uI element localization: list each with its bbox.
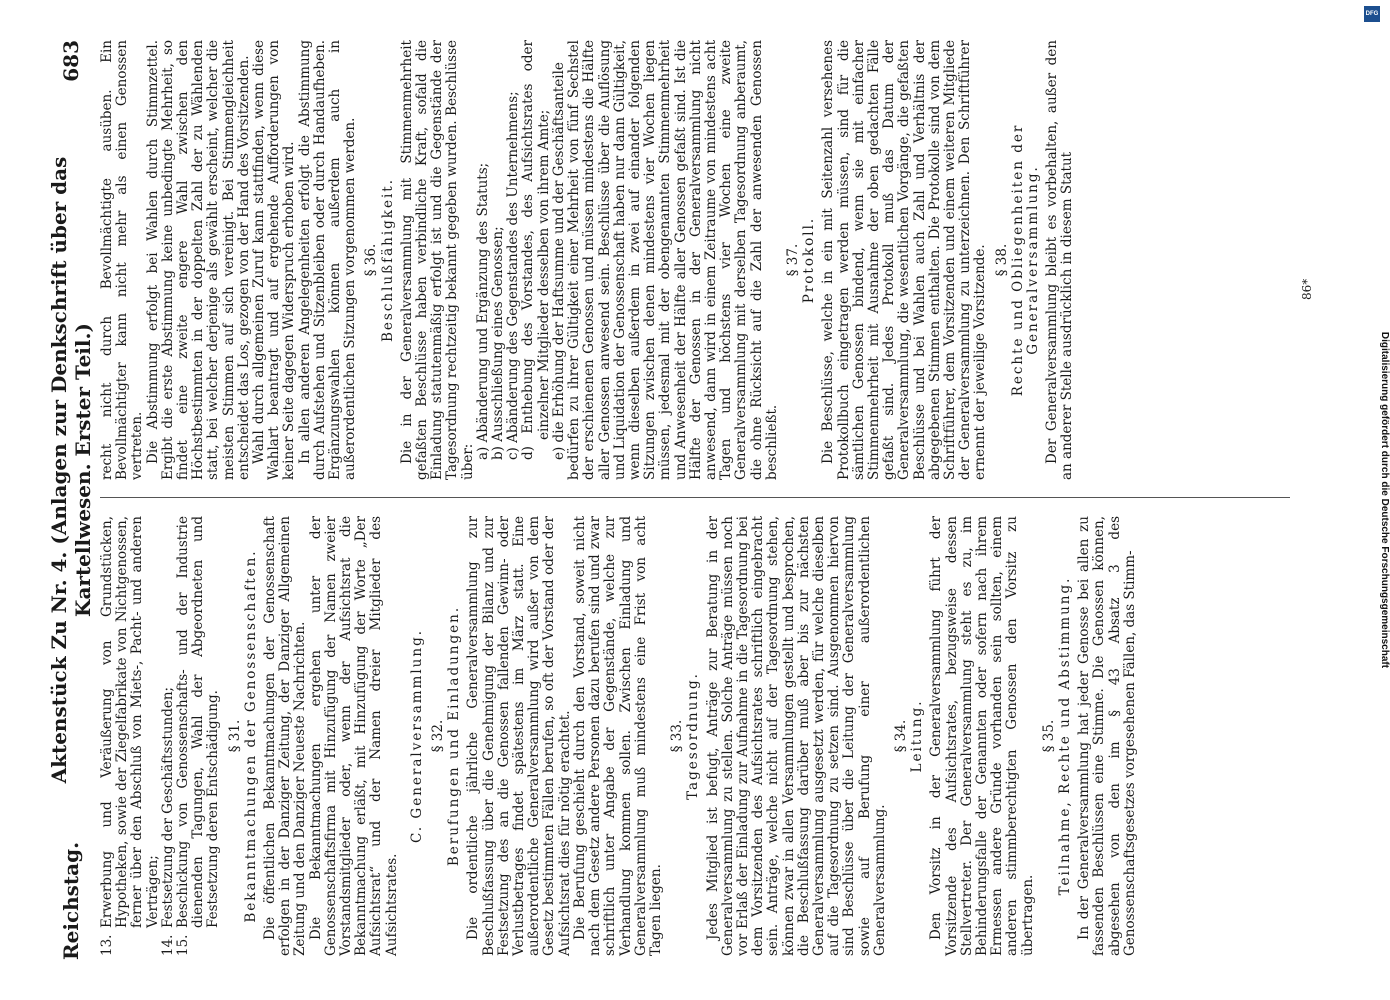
section-37-number: § 37. [784, 243, 801, 277]
dfg-logo-icon: DFG [1364, 6, 1380, 22]
section-35-title: Teilnahme, Rechte und Abstimmung. [1056, 576, 1073, 896]
list-item-14: 14.Festsetzung der Geschäftsstunden; [159, 686, 176, 956]
section-35-paragraph-2: Die Abstimmung erfolgt bei Wahlen durch Stimmzettel. Ergibt die erste Abstimmung keine unbedingte Mehrheit, so findet eine zweite engere Wahl zwischen den Höchstbestimmten in der doppelten Zahl der zu Wählenden statt, bei welcher derjenige als gewählt erscheint, welcher die meisten Stimmen auf sich vereinigt. Bei Stimmengleichheit entscheidet das Los, gezogen von der Hand des Vorsitzenden. [144, 40, 252, 480]
section-33-number: § 33. [669, 719, 686, 753]
section-37-title: Protokoll. [801, 216, 818, 304]
digitization-credit: Digitalisierung gefördert durch die Deutsche Forschungsgemeinschaft [1379, 331, 1390, 669]
section-34-number: § 34. [892, 719, 909, 753]
section-33-title: Tagesordnung. [685, 672, 702, 800]
printer-signature: 86* [1300, 278, 1314, 300]
list-item-13: 13.Erwerbung und Veräußerung von Grundstücken, Hypotheken, sowie der Ziegelfabrikate von Nichtgenossen, ferner über den Abschluß von Miets-, Pacht- und anderen Verträgen; [99, 516, 161, 956]
section-36-number: § 36. [363, 243, 380, 277]
section-32-title: Berufungen und Einladungen. [446, 605, 463, 867]
section-35-paragraph-4: In allen anderen Angelegenheiten erfolgt die Abstimmung durch Aufstehen und Sitzenbleiben oder durch Handaufheben. Ergänzungswahlen können außerdem auch in außerordentlichen Sitzungen vorgenommen werden. [296, 40, 359, 480]
section-36-paragraph-2: bedürfen zu ihrer Gültigkeit einer Mehrheit von fünf Sechstel der erschienenen Genossen und müssen mindestens die Hälfte aller Genossen anwesend sein. Beschlüsse über die Auflösung und Liquidation der Genossenschaft haben nur dann Gültigkeit, wenn dieselben außerdem in zwei auf einander folgenden Sitzungen zwischen denen mindestens vier Wochen liegen müssen, jedesmal mit der obengenannten Stimmenmehrheit und Anwesenheit der Hälfte aller Genossen gefaßt sind. Ist die Hälfte der Genossen in der Generalversammlung nicht anwesend, dann wird in einem Zeitraume von mindestens acht Tagen und höchstens vier Wochen eine zweite Generalversammlung mit derselben Tagesordnung anberaumt, die ohne Rücksicht auf die Zahl der anwesenden Genossen beschließt. [566, 40, 780, 480]
section-31-title: Bekanntmachungen der Genossenschaften. [242, 549, 259, 923]
list-item-b: b) Ausschließung eines Genossen; [490, 226, 507, 460]
section-32-paragraph-1: Die ordentliche jährliche Generalversammlung zur Beschlußfassung über die Genehmigung der Bilanz und zur Festsetzung des an die Genossen fallenden Gewinn- oder Verlustbetrages findet spätestens im März statt. Eine außerordentliche Generalversammlung wird außer von dem Gesetz bestimmten Fällen berufen, so oft der Vorstand oder der Aufsichtsrat dies für nötig erachtet. [465, 516, 573, 956]
header-title: Aktenstück Zu Nr. 4. (Anlagen zur Denkschrift über das Kartellwesen. Erster Teil.) [47, 156, 95, 784]
section-35-paragraph-1: In der Generalversammlung hat jeder Genosse bei allen zu fassenden Beschlüssen eine Stimme. Die Genossen können, abgesehen von den im § 43 Absatz 3 des Genossenschaftsgesetzes vorgesehenen Fällen, das Stimm- [1076, 516, 1138, 956]
list-item-a: a) Abänderung und Ergänzung des Statuts; [474, 162, 491, 460]
section-34-title: Leitung. [909, 699, 926, 773]
header-left: Reichstag. [59, 841, 83, 960]
list-item-15: 15.Beschickung von Genossenschafts- und der Industrie dienenden Tagungen, Wahl der Abgeordneten und Festsetzung deren Entschädigung. [175, 516, 222, 956]
page-number: 683 [59, 40, 83, 82]
section-33-paragraph-1: Jedes Mitglied ist befugt, Anträge zur Beratung in der Generalversammlung zu stellen. Solche Anträge müssen noch vor Erlaß der Einladung zur Aufnahme in die Tagesordnung bei dem Vorsitzenden des Aufsichtsrates schriftlich eingebracht sein. Anträge, welche nicht auf der Tagesordnung stehen, können zwar in allen Versammlungen gestellt und besprochen, die Beschlußfassung darüber muß aber bis zur nächsten Generalversammlung ausgesetzt werden, für welche dieselben auf die Tagesordnung zu setzen sind. Ausgenommen hiervon sind Beschlüsse über die Leitung der Generalversammlung sowie auf Berufung einer außerordentlichen Generalversammlung. [704, 516, 888, 956]
section-35-paragraph-3: Wahl durch allgemeinen Zuruf kann stattfinden, wenn diese Wahlart beantragt und auf ergehende Aufforderungen von keiner Seite dagegen Widerspruch erhoben wird. [251, 40, 298, 480]
section-34-paragraph-1: Den Vorsitz in der Generalversammlung führt der Vorsitzende des Aufsichtsrates, bezugsweise dessen Stellvertreter. Der Generalversammlung steht es zu, im Behinderungsfalle der Genannten oder sofern nach ihrem Ermessen andere Gründe vorhanden sein sollten, einem anderen stimmberechtigten Genossen den Vorsitz zu übertragen. [928, 516, 1036, 956]
section-38-number: § 38. [993, 243, 1010, 277]
list-item-c: c) Abänderung des Gegenstandes des Unternehmens; [505, 91, 522, 460]
section-36-title: Beschlußfähigkeit. [379, 177, 396, 343]
list-item-d: d) Enthebung des Vorstandes, des Aufsichtsrates oder einzelner Mitglieder desselben von ihrem Amte; [520, 40, 552, 460]
section-35-number: § 35. [1040, 719, 1057, 753]
section-35-continuation: recht nicht durch Bevollmächtigte ausüben. Ein Bevollmächtigter kann nicht mehr als einen Genossen vertreten. [99, 40, 146, 480]
section-31-number: § 31. [226, 719, 243, 753]
section-38-title: Rechte und Obliegenheiten der Generalversammlung. [1009, 123, 1041, 397]
section-31-paragraph-1: Die öffentlichen Bekanntmachungen der Genossenschaft erfolgen in der Danziger Zeitung, der Danziger Allgemeinen Zeitung und den Danziger Neueste Nachrichten. [262, 516, 309, 956]
part-c-heading: C. Generalversammlung. [408, 629, 425, 843]
column-left [100, 516, 1138, 956]
running-header [47, 40, 95, 960]
column-right [100, 40, 1076, 480]
section-31-paragraph-2: Die Bekanntmachungen ergehen unter der Genossenschaftsfirma mit Hinzufügung der Namen zweier Vorstandsmitglieder oder, wenn der Aufsichtsrat die Bekanntmachung erläßt, mit Hinzufügung der Worte „Der Aufsichtsrat“ und der Namen dreier Mitglieder des Aufsichtsrates. [307, 516, 400, 956]
section-38-paragraph-1: Der Generalversammlung bleibt es vorbehalten, außer den an anderer Stelle ausdrücklich in diesem Statut [1044, 40, 1076, 480]
section-32-paragraph-2: Die Berufung geschieht durch den Vorstand, soweit nicht nach dem Gesetz andere Personen dazu berufen sind und zwar schriftlich unter Angabe der Gegenstände, welche zur Verhandlung kommen sollen. Zwischen Einladung und Generalversammlung muß mindestens eine Frist von acht Tagen liegen. [571, 516, 664, 956]
section-32-number: § 32. [430, 719, 447, 753]
section-37-paragraph-1: Die Beschlüsse, welche in ein mit Seitenzahl versehenes Protokollbuch eingetragen werden müssen, sind für die sämtlichen Genossen bindend, wenn sie mit einfacher Stimmenmehrheit mit Ausnahme der oben gedachten Fälle gefaßt sind. Jedes Protokoll muß das Datum der Generalversammlung, die wesentlichen Vorgänge, die gefaßten Beschlüsse und bei Wahlen auch Zahl und Verhältnis der abgegebenen Stimmen enthalten. Die Protokolle sind von dem Schriftführer, dem Vorsitzenden und einem weiteren Mitgliede der Generalversammlung zu unterzeichnen. Den Schriftführer ernennt der jeweilige Vorsitzende. [820, 40, 989, 480]
section-36-paragraph-1: Die in der Generalversammlung mit Stimmenmehrheit gefaßten Beschlüsse haben verbindliche Kraft, sofald die Einladung statutenmäßig erfolgt ist und die Gegenstände der Tagesordnung rechtzeitig bekannt gegeben wurden. Beschlüsse über: [398, 40, 476, 480]
list-item-e: e) die Erhöhung der Haftsumme und der Geschäftsanteile [550, 62, 567, 460]
column-divider [100, 497, 1290, 498]
